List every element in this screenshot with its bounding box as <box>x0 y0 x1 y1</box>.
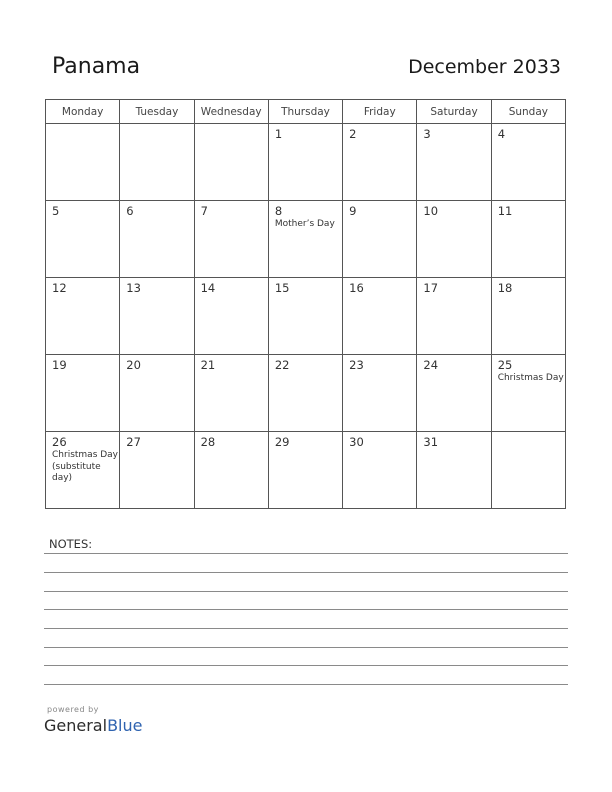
day-cell <box>417 278 491 355</box>
notes-label: NOTES: <box>49 537 93 551</box>
day-cell-content <box>417 432 490 449</box>
day-cell-content <box>269 355 342 372</box>
day-cell <box>194 432 268 509</box>
weekday-header: Monday <box>46 100 120 124</box>
day-cell <box>491 278 565 355</box>
day-cell-content <box>195 432 268 449</box>
day-cell-content <box>195 355 268 372</box>
day-cell <box>268 124 342 201</box>
notes-line <box>44 647 568 648</box>
notes-line <box>44 591 568 592</box>
week-row <box>46 432 566 509</box>
holiday-label: Christmas Day <box>497 373 564 383</box>
day-cell <box>491 201 565 278</box>
day-cell-content <box>46 124 119 127</box>
day-cell <box>46 355 120 432</box>
day-cell <box>268 432 342 509</box>
day-cell <box>268 355 342 432</box>
day-cell <box>46 432 120 509</box>
day-number: 18 <box>497 281 513 295</box>
day-cell <box>46 124 120 201</box>
day-cell-content <box>269 124 342 141</box>
weekday-header: Wednesday <box>194 100 268 124</box>
day-cell <box>194 124 268 201</box>
notes-line <box>44 553 568 554</box>
day-cell-content <box>492 124 565 141</box>
weekday-header: Saturday <box>417 100 491 124</box>
day-cell-content <box>492 432 565 435</box>
day-number: 16 <box>349 281 364 295</box>
day-number: 17 <box>423 281 439 295</box>
month-year-title: December 2033 <box>408 56 561 78</box>
day-cell-content <box>417 201 490 218</box>
day-cell-content <box>343 355 416 372</box>
day-cell-content <box>343 201 416 218</box>
day-number: 30 <box>349 435 364 449</box>
weekday-header: Thursday <box>268 100 342 124</box>
day-number: 9 <box>349 204 357 218</box>
day-number: 31 <box>423 435 439 449</box>
day-cell <box>491 124 565 201</box>
day-number: 29 <box>274 435 290 449</box>
logo-general-text: General <box>44 716 108 735</box>
day-cell-content <box>492 278 565 295</box>
day-number: 10 <box>423 204 439 218</box>
day-cell <box>343 278 417 355</box>
day-cell-content <box>195 278 268 295</box>
day-number: 20 <box>126 358 141 372</box>
day-cell <box>268 201 342 278</box>
calendar-grid <box>45 99 566 509</box>
day-number: 4 <box>497 127 506 141</box>
day-cell <box>120 124 194 201</box>
day-cell <box>120 201 194 278</box>
day-cell <box>268 278 342 355</box>
day-cell-content <box>120 201 193 218</box>
notes-line <box>44 628 568 629</box>
day-number: 6 <box>126 204 134 218</box>
day-cell-content <box>492 355 565 385</box>
day-cell <box>46 278 120 355</box>
day-cell-content <box>195 124 268 127</box>
day-cell-content <box>46 278 119 295</box>
day-cell-content <box>343 124 416 141</box>
day-number: 12 <box>52 281 67 295</box>
day-cell-content <box>269 201 342 231</box>
day-cell <box>120 278 194 355</box>
day-cell <box>491 432 565 509</box>
week-row <box>46 201 566 278</box>
day-number: 28 <box>200 435 216 449</box>
logo-blue-text: Blue <box>107 716 143 735</box>
day-cell <box>194 355 268 432</box>
day-number: 23 <box>349 358 364 372</box>
day-cell-content <box>343 432 416 449</box>
day-cell <box>343 355 417 432</box>
day-number: 27 <box>126 435 141 449</box>
day-number: 22 <box>274 358 290 372</box>
day-number: 13 <box>126 281 141 295</box>
generalblue-logo <box>44 716 142 735</box>
day-number: 7 <box>200 204 208 218</box>
weekday-header: Sunday <box>491 100 565 124</box>
day-cell-content <box>417 124 490 141</box>
day-cell <box>194 201 268 278</box>
country-title: Panama <box>52 54 141 79</box>
day-cell-content <box>343 278 416 295</box>
day-cell <box>343 201 417 278</box>
notes-line <box>44 572 568 573</box>
day-cell-content <box>269 278 342 295</box>
notes-line <box>44 684 568 685</box>
powered-by-label: powered by <box>47 705 99 714</box>
day-cell <box>194 278 268 355</box>
day-cell-content <box>120 124 193 127</box>
day-cell <box>417 124 491 201</box>
day-cell <box>343 432 417 509</box>
weekday-header: Tuesday <box>120 100 194 124</box>
day-cell <box>417 201 491 278</box>
holiday-label: Mother’s Day <box>274 219 335 229</box>
day-cell-content <box>120 432 193 449</box>
day-number: 14 <box>200 281 216 295</box>
day-cell <box>120 432 194 509</box>
day-cell-content <box>195 201 268 218</box>
day-cell-content <box>120 278 193 295</box>
day-cell-content <box>269 432 342 449</box>
week-row <box>46 278 566 355</box>
day-cell-content <box>417 278 490 295</box>
day-cell <box>417 355 491 432</box>
day-cell <box>491 355 565 432</box>
calendar-body <box>46 124 566 509</box>
day-cell <box>343 124 417 201</box>
day-cell <box>46 201 120 278</box>
day-cell-content <box>46 201 119 218</box>
notes-line <box>44 609 568 610</box>
day-number: 19 <box>52 358 67 372</box>
day-cell-content <box>46 355 119 372</box>
notes-line <box>44 665 568 666</box>
week-row <box>46 355 566 432</box>
day-number: 21 <box>200 358 216 372</box>
day-number: 5 <box>52 204 60 218</box>
day-cell <box>120 355 194 432</box>
day-number: 3 <box>423 127 431 141</box>
day-number: 8 <box>274 204 283 218</box>
day-cell-content <box>417 355 490 372</box>
week-row <box>46 124 566 201</box>
day-number: 11 <box>497 204 513 218</box>
day-cell-content <box>120 355 193 372</box>
weekday-header-row <box>46 100 566 124</box>
day-number: 26 <box>52 435 67 449</box>
day-cell <box>417 432 491 509</box>
day-number: 25 <box>497 358 513 372</box>
day-cell-content <box>492 201 565 218</box>
day-cell-content <box>46 432 119 485</box>
day-number: 1 <box>274 127 283 141</box>
weekday-header: Friday <box>343 100 417 124</box>
day-number: 24 <box>423 358 439 372</box>
day-number: 2 <box>349 127 357 141</box>
holiday-label: Christmas Day (substitute day) <box>52 450 119 483</box>
day-number: 15 <box>274 281 290 295</box>
